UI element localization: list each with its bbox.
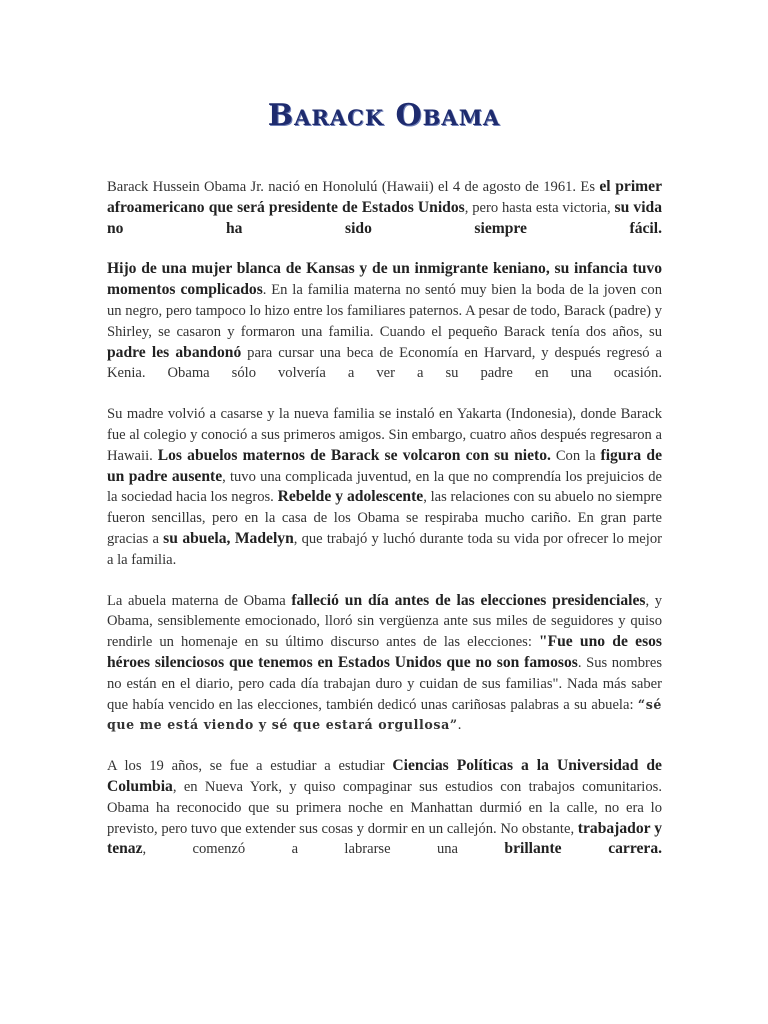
bold-text: figura de un padre ausente bbox=[107, 446, 662, 485]
paragraph-text: , comenzó a labrarse una bbox=[142, 841, 505, 858]
paragraph-text: , las relaciones con su abuelo no siempre fueron sencillas, pero en la casa de los Obama se respiraba mucho cariño. En gran parte gracias a bbox=[107, 489, 662, 547]
paragraph-text: Barack Hussein Obama Jr. nació en Honolulú (Hawaii) el 4 de agosto de 1961. Es bbox=[107, 179, 600, 195]
bold-text: padre les abandonó bbox=[107, 343, 242, 361]
paragraph-text: Con la bbox=[550, 447, 601, 464]
quote-text: “sé que me está viendo y sé que estará orgullosa” bbox=[107, 696, 662, 733]
bold-text: Hijo de una mujer blanca de Kansas y de un inmigrante keniano, su infancia tuvo momentos complicados bbox=[107, 260, 662, 299]
paragraph-text: Su madre volvió a casarse y la nueva familia se instaló en Yakarta (Indonesia), donde Barack fue al colegio y conoció a sus primeros amigos. Sin embargo, cuatro años después regresaron a Hawaii. bbox=[107, 406, 662, 464]
bold-text: Rebelde y adolescente bbox=[277, 488, 424, 506]
bold-text: trabajador y tenaz bbox=[107, 819, 662, 858]
paragraph-text: La abuela materna de Obama bbox=[107, 592, 292, 609]
paragraph-text: , que trabajó y luchó durante toda su vida por ofrecer lo mejor a la familia. bbox=[107, 530, 662, 568]
page-title: Barack Obama bbox=[267, 98, 501, 133]
bold-text: su vida no ha sido siempre fácil. bbox=[107, 198, 662, 237]
paragraph-3 bbox=[107, 404, 662, 570]
bold-text: el primer afroamericano que será presidente de Estados Unidos bbox=[107, 178, 662, 216]
paragraph-text: A los 19 años, se fue a estudiar a estudiar bbox=[107, 758, 393, 775]
paragraph-text: , en Nueva York, y quiso compaginar sus estudios con trabajos comunitarios. Obama ha reconocido que su primera noche en Manhattan durmió en la calle, no era lo previsto, pero tuvo que extender sus cosas y dormir en un callejón. No obstante, bbox=[107, 778, 662, 837]
bold-text: su abuela, Madelyn bbox=[163, 529, 294, 547]
paragraph-5 bbox=[107, 756, 662, 860]
bold-text: brillante carrera. bbox=[504, 840, 663, 858]
paragraph-text: , pero hasta esta victoria, bbox=[464, 199, 615, 216]
paragraph-text: para cursar una beca de Economía en Harvard, y después regresó a Kenia. Obama sólo volvería a ver a su padre en una ocasión. bbox=[107, 344, 662, 382]
paragraph-text: , y Obama, sensiblemente emocionado, lloró sin vergüenza ante sus miles de seguidores y quiso rendirle un homenaje en su último discurso antes de las elecciones: bbox=[107, 592, 662, 651]
paragraph-text: . bbox=[457, 717, 462, 734]
bold-text: falleció un día antes de las elecciones presidenciales bbox=[291, 591, 646, 609]
bold-text: Los abuelos maternos de Barack se volcaron con su nieto. bbox=[157, 446, 551, 464]
paragraph-1 bbox=[107, 177, 662, 239]
paragraph-4 bbox=[107, 591, 662, 737]
bold-text: Ciencias Políticas a la Universidad de Columbia bbox=[107, 757, 662, 795]
paragraph-2 bbox=[107, 259, 662, 384]
paragraph-text: . Sus nombres no están en el diario, pero cada día trabajan duro y cuidan de sus familias". Nada más saber que había vencido en las elecciones, también dedicó unas cariñosas palabras a su abuela: bbox=[107, 654, 663, 713]
paragraph-text: , tuvo una complicada juventud, en la que no comprendía los prejuicios de la sociedad hacia los negros. bbox=[107, 468, 663, 506]
paragraph-text: . En la familia materna no sentó muy bien la boda de la joven con un negro, pero tampoco lo hizo entre los familiares paternos. A pesar de todo, Barack (padre) y Shirley, se casaron y formaron una familia. Cuando el pequeño Barack tenía dos años, su bbox=[107, 282, 662, 340]
bold-text: "Fue uno de esos héroes silenciosos que tenemos en Estados Unidos que no son famosos bbox=[107, 633, 662, 671]
document-body bbox=[107, 177, 662, 880]
